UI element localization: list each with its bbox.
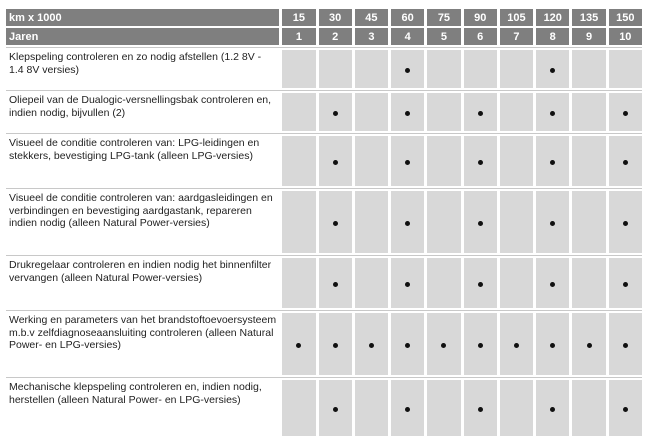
schedule-cell [319, 258, 352, 308]
schedule-cell [391, 380, 424, 436]
schedule-cell [572, 258, 605, 308]
row-divider [6, 90, 642, 91]
schedule-cell [427, 136, 460, 186]
schedule-cell [319, 93, 352, 131]
service-dot-icon [550, 111, 555, 116]
year-header-cell: 3 [355, 28, 388, 45]
service-dot-icon [514, 343, 519, 348]
table-row [6, 313, 642, 375]
year-header-cell: 5 [427, 28, 460, 45]
schedule-cell [427, 50, 460, 88]
schedule-cell [282, 93, 315, 131]
service-dot-icon [550, 407, 555, 412]
row-divider [6, 310, 642, 311]
schedule-cell [572, 50, 605, 88]
km-header-cell: 120 [536, 9, 569, 26]
row-divider [6, 47, 642, 48]
row-divider [6, 255, 642, 256]
schedule-cell [609, 93, 642, 131]
schedule-cell [609, 313, 642, 375]
service-dot-icon [478, 160, 483, 165]
service-dot-icon [623, 282, 628, 287]
schedule-cell [500, 93, 533, 131]
schedule-cell [427, 313, 460, 375]
year-header-cell: 10 [609, 28, 642, 45]
schedule-cell [572, 191, 605, 253]
service-dot-icon [478, 343, 483, 348]
km-header-cell: 45 [355, 9, 388, 26]
year-header-cell: 1 [282, 28, 315, 45]
schedule-cell [355, 191, 388, 253]
year-header-cell: 7 [500, 28, 533, 45]
schedule-cell [536, 380, 569, 436]
table-row [6, 93, 642, 131]
schedule-cell [391, 313, 424, 375]
table-row [6, 258, 642, 308]
schedule-cell [391, 191, 424, 253]
schedule-cell [500, 191, 533, 253]
schedule-cell [464, 50, 497, 88]
schedule-cell [609, 380, 642, 436]
service-dot-icon [587, 343, 592, 348]
schedule-cell [536, 191, 569, 253]
schedule-cell [319, 313, 352, 375]
schedule-cell [500, 136, 533, 186]
task-description: Klepspeling controleren en zo nodig afstellen (1.2 8V - 1.4 8V versies) [9, 51, 262, 76]
row-divider [6, 188, 642, 189]
schedule-cell [319, 191, 352, 253]
service-dot-icon [441, 343, 446, 348]
service-dot-icon [623, 343, 628, 348]
table-row [6, 50, 642, 88]
km-header-cell: 15 [282, 9, 315, 26]
schedule-cell [609, 191, 642, 253]
schedule-cell [500, 380, 533, 436]
schedule-cell [572, 93, 605, 131]
task-description: Mechanische klepspeling controleren en, indien nodig, herstellen (alleen Natural Power- en LPG-versies) [9, 381, 262, 406]
row-divider [6, 133, 642, 134]
service-dot-icon [478, 111, 483, 116]
service-dot-icon [550, 343, 555, 348]
schedule-cell [391, 50, 424, 88]
maintenance-schedule-table [3, 7, 645, 438]
year-header-cell: 8 [536, 28, 569, 45]
schedule-cell [464, 380, 497, 436]
service-dot-icon [405, 68, 410, 73]
schedule-cell [536, 93, 569, 131]
schedule-cell [536, 313, 569, 375]
schedule-cell [427, 93, 460, 131]
header-row-years [6, 28, 642, 45]
service-dot-icon [623, 160, 628, 165]
table-row [6, 136, 642, 186]
year-header-cell: 2 [319, 28, 352, 45]
schedule-cell [319, 380, 352, 436]
schedule-cell [391, 136, 424, 186]
service-dot-icon [550, 68, 555, 73]
task-description: Werking en parameters van het brandstoftoevoersysteem m.b.v zelfdiagnoseaansluiting controleren (alleen Natural Power- en LPG-versies) [9, 314, 277, 352]
schedule-cell [572, 136, 605, 186]
schedule-cell [282, 380, 315, 436]
service-dot-icon [550, 282, 555, 287]
service-dot-icon [333, 407, 338, 412]
service-dot-icon [405, 221, 410, 226]
schedule-cell [500, 258, 533, 308]
header-row-km [6, 9, 642, 26]
service-dot-icon [333, 221, 338, 226]
schedule-cell [572, 313, 605, 375]
schedule-cell [282, 258, 315, 308]
task-description: Visueel de conditie controleren van: LPG-leidingen en stekkers, bevestiging LPG-tank (alleen LPG-versies) [9, 137, 260, 162]
service-dot-icon [333, 282, 338, 287]
service-dot-icon [369, 343, 374, 348]
years-header-label: Jaren [6, 28, 279, 45]
km-header-cell: 135 [572, 9, 605, 26]
table-row [6, 380, 642, 436]
km-header-cell: 60 [391, 9, 424, 26]
year-header-cell: 6 [464, 28, 497, 45]
service-dot-icon [405, 282, 410, 287]
service-dot-icon [333, 160, 338, 165]
schedule-cell [282, 136, 315, 186]
km-header-cell: 75 [427, 9, 460, 26]
schedule-cell [572, 380, 605, 436]
task-description: Drukregelaar controleren en indien nodig het binnenfilter vervangen (alleen Natural Power-versies) [9, 259, 272, 284]
schedule-cell [500, 50, 533, 88]
task-description: Oliepeil van de Dualogic-versnellingsbak controleren en, indien nodig, bijvullen (2) [9, 94, 272, 119]
km-header-cell: 30 [319, 9, 352, 26]
table-row [6, 191, 642, 253]
schedule-cell [355, 93, 388, 131]
service-dot-icon [478, 407, 483, 412]
schedule-cell [464, 191, 497, 253]
schedule-cell [536, 258, 569, 308]
schedule-cell [282, 50, 315, 88]
schedule-cell [282, 313, 315, 375]
task-description: Visueel de conditie controleren van: aardgasleidingen en verbindingen en bevestiging aardgastank, repareren indien nodig (alleen Natural Power-versies) [9, 192, 273, 230]
service-dot-icon [296, 343, 301, 348]
schedule-cell [464, 313, 497, 375]
km-header-cell: 150 [609, 9, 642, 26]
schedule-cell [355, 313, 388, 375]
service-dot-icon [550, 221, 555, 226]
service-dot-icon [478, 221, 483, 226]
schedule-cell [391, 93, 424, 131]
schedule-cell [536, 136, 569, 186]
service-dot-icon [623, 111, 628, 116]
schedule-cell [609, 258, 642, 308]
year-header-cell: 4 [391, 28, 424, 45]
schedule-cell [609, 136, 642, 186]
schedule-cell [427, 191, 460, 253]
service-dot-icon [405, 160, 410, 165]
schedule-cell [355, 380, 388, 436]
service-dot-icon [405, 407, 410, 412]
km-header-label: km x 1000 [6, 9, 279, 26]
schedule-cell [319, 50, 352, 88]
schedule-cell [536, 50, 569, 88]
schedule-cell [319, 136, 352, 186]
row-divider [6, 377, 642, 378]
service-dot-icon [333, 111, 338, 116]
schedule-cell [282, 191, 315, 253]
service-dot-icon [550, 160, 555, 165]
service-dot-icon [623, 407, 628, 412]
schedule-cell [500, 313, 533, 375]
year-header-cell: 9 [572, 28, 605, 45]
schedule-cell [355, 258, 388, 308]
schedule-cell [464, 93, 497, 131]
schedule-cell [355, 136, 388, 186]
service-dot-icon [478, 282, 483, 287]
service-dot-icon [333, 343, 338, 348]
schedule-cell [391, 258, 424, 308]
schedule-cell [427, 380, 460, 436]
schedule-cell [464, 258, 497, 308]
km-header-cell: 90 [464, 9, 497, 26]
service-dot-icon [405, 111, 410, 116]
schedule-cell [427, 258, 460, 308]
km-header-cell: 105 [500, 9, 533, 26]
schedule-cell [609, 50, 642, 88]
service-dot-icon [405, 343, 410, 348]
service-dot-icon [623, 221, 628, 226]
schedule-cell [355, 50, 388, 88]
schedule-cell [464, 136, 497, 186]
